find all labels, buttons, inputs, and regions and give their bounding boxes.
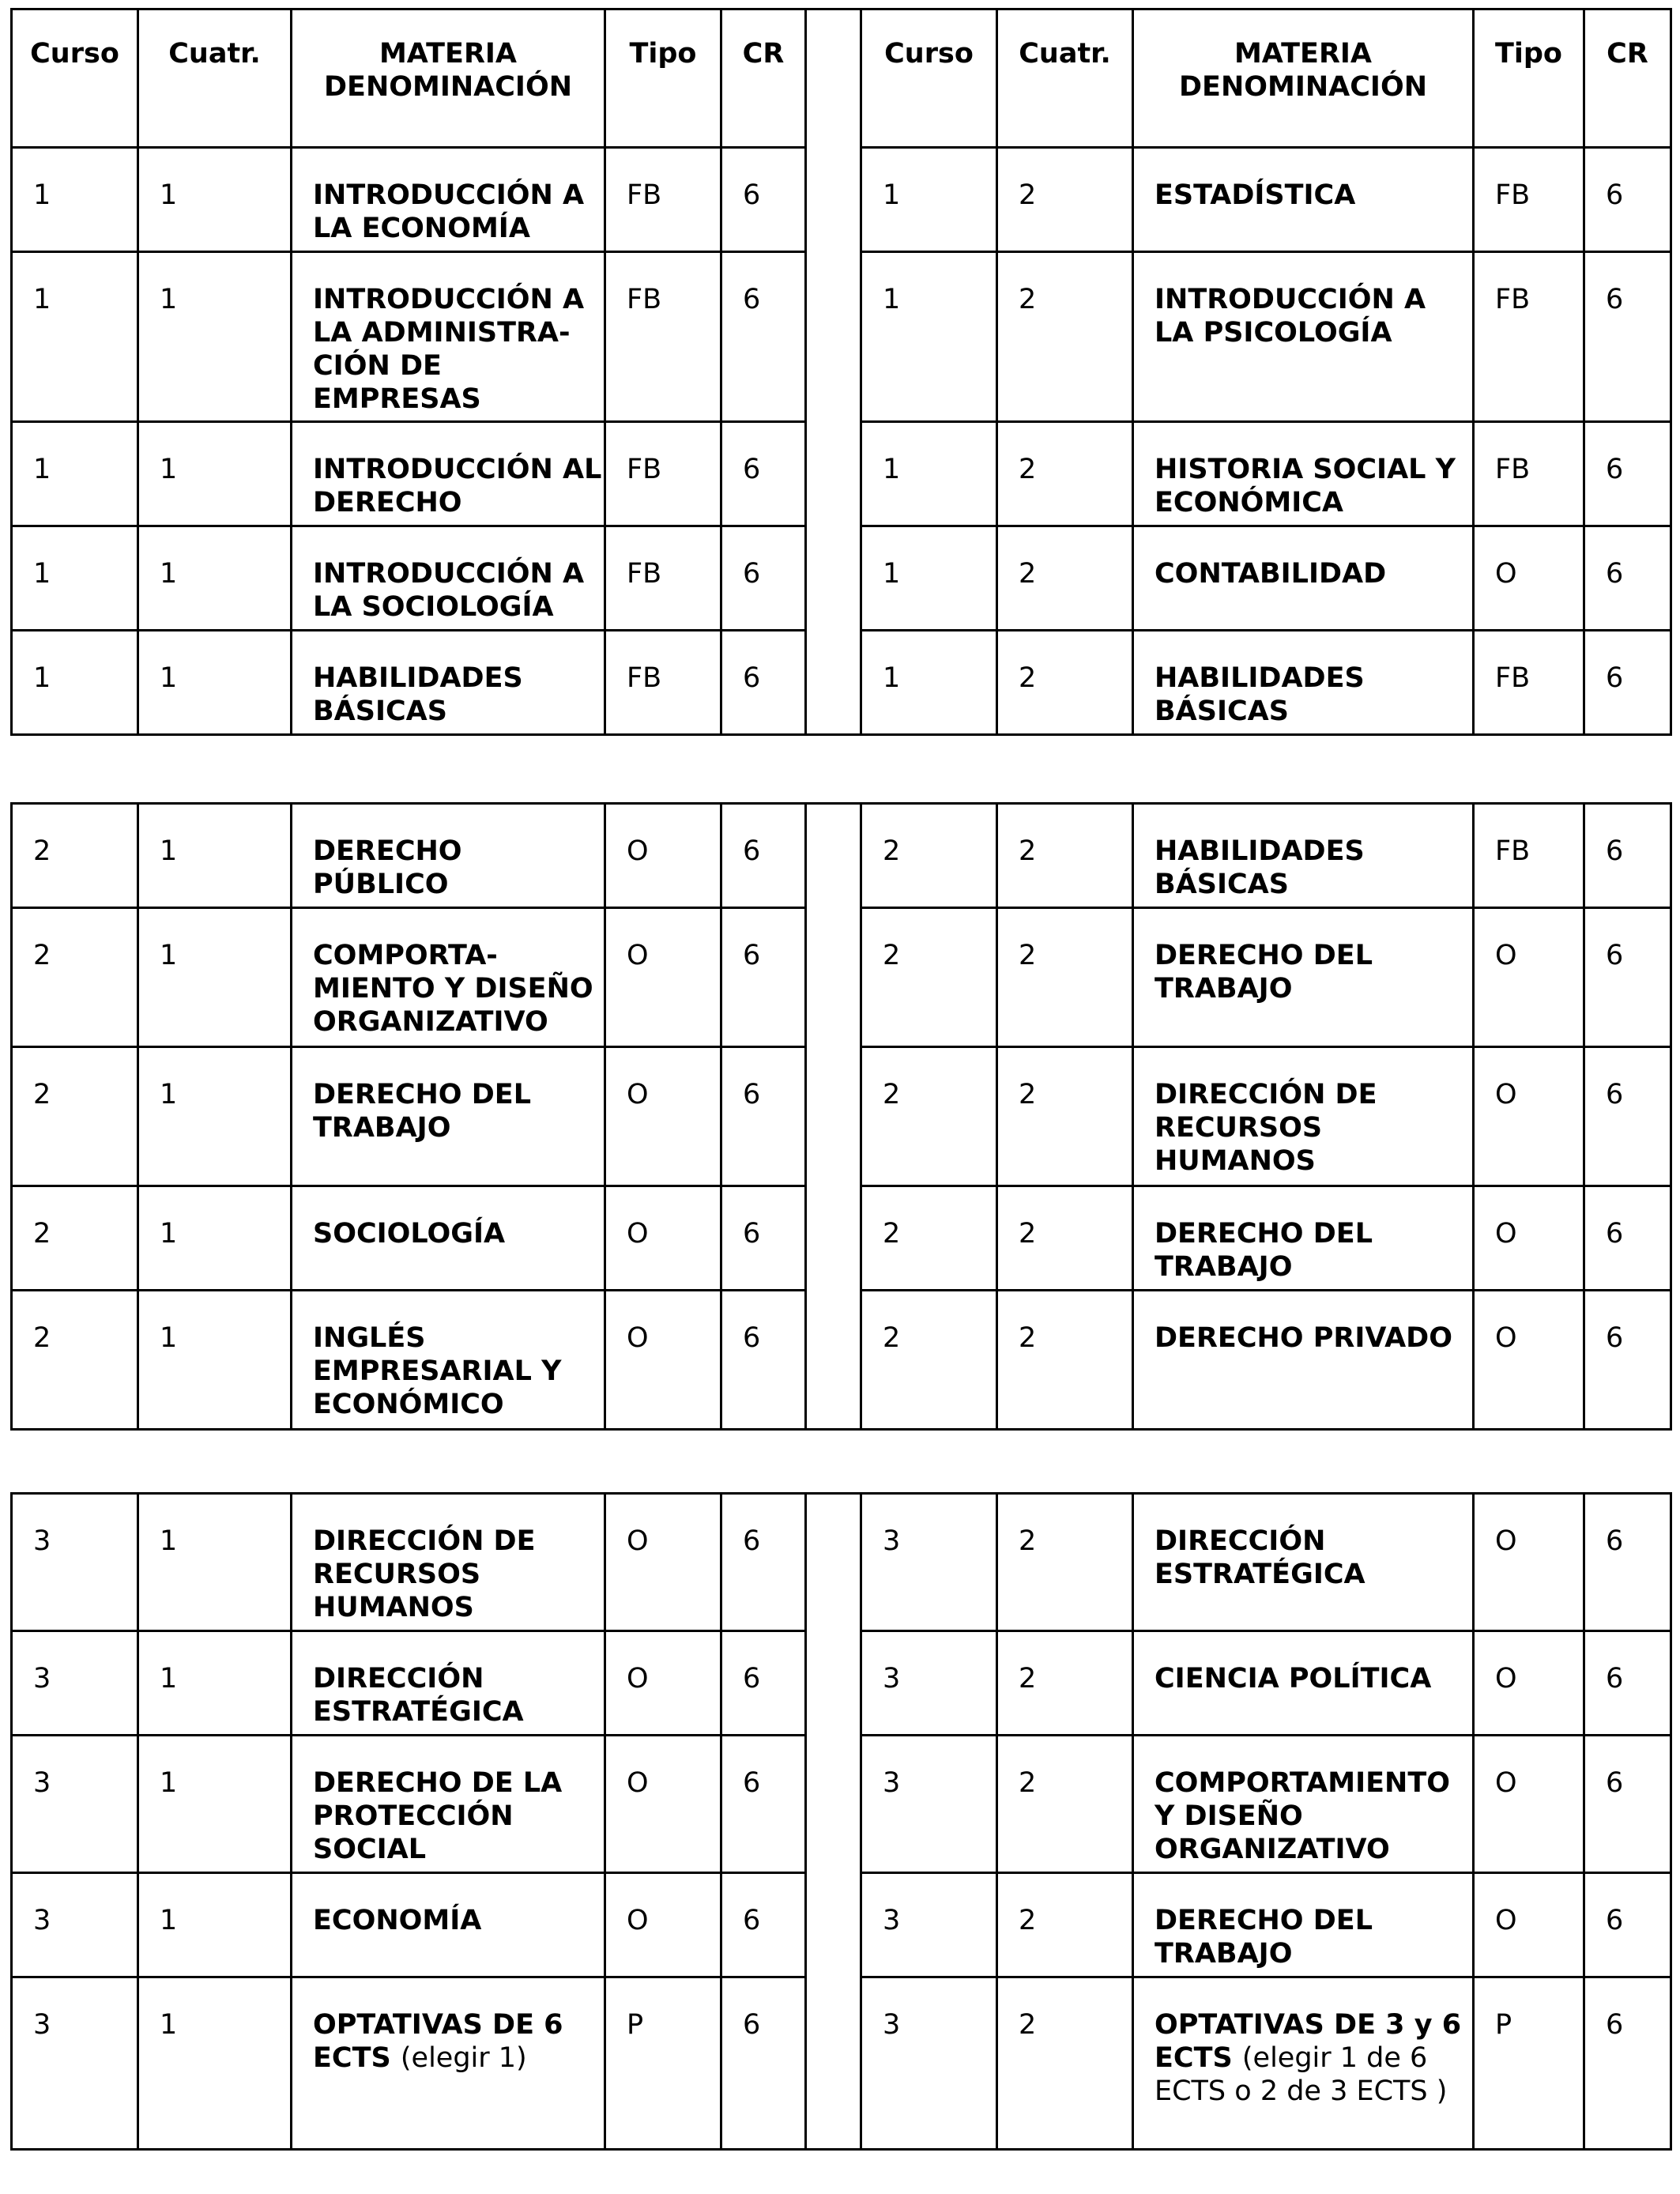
tipo-cell: O bbox=[1474, 1291, 1584, 1430]
cr-cell: 6 bbox=[1584, 908, 1671, 1047]
cr-cell: 6 bbox=[1584, 526, 1671, 631]
tipo-cell: O bbox=[605, 1291, 721, 1430]
cuatr-cell: 1 bbox=[138, 526, 292, 631]
header-tipo: Tipo bbox=[605, 9, 721, 148]
header-materia: MATERIA DENOMINACIÓN bbox=[292, 9, 605, 148]
cuatr-cell: 2 bbox=[997, 908, 1133, 1047]
cr-cell: 6 bbox=[1584, 1631, 1671, 1736]
header-materia: MATERIA DENOMINACIÓN bbox=[1133, 9, 1474, 148]
cuatr-cell: 2 bbox=[997, 1736, 1133, 1873]
cuatr-cell: 2 bbox=[997, 631, 1133, 735]
header-cr: CR bbox=[721, 9, 806, 148]
tipo-cell: O bbox=[605, 1186, 721, 1291]
curso-cell: 2 bbox=[861, 804, 997, 908]
curso-cell: 3 bbox=[12, 1736, 138, 1873]
curso-cell: 2 bbox=[861, 908, 997, 1047]
cuatr-cell: 2 bbox=[997, 804, 1133, 908]
cr-cell: 6 bbox=[721, 1977, 806, 2150]
tipo-cell: O bbox=[605, 908, 721, 1047]
cuatr-cell: 1 bbox=[138, 252, 292, 422]
materia-cell: DERECHO DEL TRABAJO bbox=[1133, 908, 1474, 1047]
materia-cell: INGLÉS EMPRESARIAL Y ECONÓMICO bbox=[292, 1291, 605, 1430]
cr-cell: 6 bbox=[721, 631, 806, 735]
curso-cell: 2 bbox=[861, 1186, 997, 1291]
tipo-cell: O bbox=[1474, 1494, 1584, 1631]
tipo-cell: P bbox=[1474, 1977, 1584, 2150]
tipo-cell: O bbox=[1474, 526, 1584, 631]
cuatr-cell: 1 bbox=[138, 908, 292, 1047]
cr-cell: 6 bbox=[1584, 1494, 1671, 1631]
materia-cell: DERECHO DEL TRABAJO bbox=[1133, 1186, 1474, 1291]
curso-cell: 1 bbox=[861, 252, 997, 422]
curriculum-table-year-3 bbox=[10, 1492, 1672, 2151]
curso-cell: 2 bbox=[12, 1186, 138, 1291]
tipo-cell: O bbox=[605, 1631, 721, 1736]
cuatr-cell: 2 bbox=[997, 1291, 1133, 1430]
header-curso: Curso bbox=[12, 9, 138, 148]
materia-cell: DIRECCIÓN DE RECURSOS HUMANOS bbox=[292, 1494, 605, 1631]
materia-cell: DERECHO PÚBLICO bbox=[292, 804, 605, 908]
tipo-cell: P bbox=[605, 1977, 721, 2150]
materia-cell: DERECHO DEL TRABAJO bbox=[292, 1047, 605, 1186]
cuatr-cell: 1 bbox=[138, 422, 292, 526]
materia-note: (elegir 1) bbox=[400, 2042, 527, 2074]
cuatr-cell: 2 bbox=[997, 252, 1133, 422]
curso-cell: 1 bbox=[861, 422, 997, 526]
cuatr-cell: 2 bbox=[997, 1873, 1133, 1977]
tipo-cell: O bbox=[1474, 1186, 1584, 1291]
tipo-cell: O bbox=[605, 1494, 721, 1631]
curso-cell: 1 bbox=[861, 148, 997, 252]
cr-cell: 6 bbox=[1584, 1186, 1671, 1291]
curso-cell: 1 bbox=[12, 148, 138, 252]
materia-cell: HISTORIA SOCIAL Y ECONÓMICA bbox=[1133, 422, 1474, 526]
cr-cell: 6 bbox=[721, 1494, 806, 1631]
cuatr-cell: 1 bbox=[138, 1873, 292, 1977]
cr-cell: 6 bbox=[721, 252, 806, 422]
tipo-cell: O bbox=[1474, 908, 1584, 1047]
column-separator bbox=[806, 804, 861, 1430]
cuatr-cell: 1 bbox=[138, 1047, 292, 1186]
curso-cell: 2 bbox=[12, 804, 138, 908]
materia-cell: DERECHO DEL TRABAJO bbox=[1133, 1873, 1474, 1977]
materia-note: (elegir 1 de 6 ECTS o 2 de 3 ECTS ) bbox=[1155, 2042, 1448, 2107]
tipo-cell: FB bbox=[1474, 252, 1584, 422]
header-cuatr: Cuatr. bbox=[997, 9, 1133, 148]
column-separator bbox=[806, 1494, 861, 2150]
tipo-cell: O bbox=[605, 804, 721, 908]
curso-cell: 3 bbox=[861, 1873, 997, 1977]
materia-cell bbox=[292, 1977, 605, 2150]
cr-cell: 6 bbox=[721, 804, 806, 908]
materia-cell: DERECHO DE LA PROTECCIÓN SOCIAL bbox=[292, 1736, 605, 1873]
curso-cell: 2 bbox=[861, 1047, 997, 1186]
cuatr-cell: 2 bbox=[997, 1631, 1133, 1736]
header-curso: Curso bbox=[861, 9, 997, 148]
cuatr-cell: 1 bbox=[138, 1736, 292, 1873]
tipo-cell: FB bbox=[605, 148, 721, 252]
materia-cell: ECONOMÍA bbox=[292, 1873, 605, 1977]
materia-cell: SOCIOLOGÍA bbox=[292, 1186, 605, 1291]
materia-cell: COMPORTA-MIENTO Y DISEÑO ORGANIZATIVO bbox=[292, 908, 605, 1047]
cr-cell: 6 bbox=[1584, 148, 1671, 252]
materia-cell: DIRECCIÓN DE RECURSOS HUMANOS bbox=[1133, 1047, 1474, 1186]
materia-cell: HABILIDADES BÁSICAS bbox=[1133, 631, 1474, 735]
tipo-cell: O bbox=[1474, 1047, 1584, 1186]
cr-cell: 6 bbox=[1584, 1291, 1671, 1430]
curso-cell: 3 bbox=[12, 1631, 138, 1736]
tipo-cell: FB bbox=[605, 422, 721, 526]
curso-cell: 3 bbox=[12, 1494, 138, 1631]
materia-cell: HABILIDADES BÁSICAS bbox=[292, 631, 605, 735]
curso-cell: 2 bbox=[12, 1291, 138, 1430]
cuatr-cell: 2 bbox=[997, 148, 1133, 252]
curso-cell: 3 bbox=[12, 1873, 138, 1977]
curso-cell: 1 bbox=[861, 631, 997, 735]
materia-cell: INTRODUCCIÓN AL DERECHO bbox=[292, 422, 605, 526]
cr-cell: 6 bbox=[1584, 1047, 1671, 1186]
cr-cell: 6 bbox=[1584, 631, 1671, 735]
cuatr-cell: 2 bbox=[997, 1494, 1133, 1631]
header-row bbox=[12, 9, 1671, 148]
curso-cell: 2 bbox=[12, 908, 138, 1047]
materia-cell: COMPORTAMIENTO Y DISEÑO ORGANIZATIVO bbox=[1133, 1736, 1474, 1873]
tipo-cell: O bbox=[605, 1047, 721, 1186]
cr-cell: 6 bbox=[721, 1631, 806, 1736]
cr-cell: 6 bbox=[721, 1291, 806, 1430]
cuatr-cell: 1 bbox=[138, 1631, 292, 1736]
tipo-cell: FB bbox=[1474, 148, 1584, 252]
cr-cell: 6 bbox=[721, 148, 806, 252]
materia-cell: DIRECCIÓN ESTRATÉGICA bbox=[292, 1631, 605, 1736]
materia-cell: CIENCIA POLÍTICA bbox=[1133, 1631, 1474, 1736]
materia-cell: DIRECCIÓN ESTRATÉGICA bbox=[1133, 1494, 1474, 1631]
cr-cell: 6 bbox=[1584, 252, 1671, 422]
cuatr-cell: 1 bbox=[138, 1291, 292, 1430]
curso-cell: 1 bbox=[861, 526, 997, 631]
materia-cell: CONTABILIDAD bbox=[1133, 526, 1474, 631]
tipo-cell: O bbox=[605, 1736, 721, 1873]
materia-cell: INTRODUCCIÓN A LA ADMINISTRA-CIÓN DE EMPRESAS bbox=[292, 252, 605, 422]
tipo-cell: FB bbox=[605, 252, 721, 422]
header-cuatr: Cuatr. bbox=[138, 9, 292, 148]
cuatr-cell: 2 bbox=[997, 526, 1133, 631]
cuatr-cell: 2 bbox=[997, 1186, 1133, 1291]
curso-cell: 1 bbox=[12, 252, 138, 422]
header-tipo: Tipo bbox=[1474, 9, 1584, 148]
curso-cell: 3 bbox=[861, 1494, 997, 1631]
curso-cell: 2 bbox=[12, 1047, 138, 1186]
curso-cell: 3 bbox=[12, 1977, 138, 2150]
cr-cell: 6 bbox=[721, 1186, 806, 1291]
cr-cell: 6 bbox=[1584, 1977, 1671, 2150]
cuatr-cell: 2 bbox=[997, 1047, 1133, 1186]
cr-cell: 6 bbox=[1584, 1873, 1671, 1977]
materia-cell: INTRODUCCIÓN A LA SOCIOLOGÍA bbox=[292, 526, 605, 631]
cr-cell: 6 bbox=[721, 422, 806, 526]
cr-cell: 6 bbox=[721, 1047, 806, 1186]
curriculum-table-year-1 bbox=[10, 8, 1672, 736]
curso-cell: 1 bbox=[12, 422, 138, 526]
curso-cell: 3 bbox=[861, 1631, 997, 1736]
tipo-cell: FB bbox=[605, 526, 721, 631]
materia-cell: ESTADÍSTICA bbox=[1133, 148, 1474, 252]
cr-cell: 6 bbox=[721, 526, 806, 631]
cr-cell: 6 bbox=[1584, 1736, 1671, 1873]
cuatr-cell: 2 bbox=[997, 422, 1133, 526]
header-cr: CR bbox=[1584, 9, 1671, 148]
cr-cell: 6 bbox=[1584, 804, 1671, 908]
cuatr-cell: 1 bbox=[138, 1186, 292, 1291]
tipo-cell: O bbox=[1474, 1736, 1584, 1873]
cuatr-cell: 2 bbox=[997, 1977, 1133, 2150]
curso-cell: 3 bbox=[861, 1977, 997, 2150]
tipo-cell: FB bbox=[605, 631, 721, 735]
curso-cell: 1 bbox=[12, 526, 138, 631]
table-row bbox=[12, 804, 1671, 908]
tipo-cell: FB bbox=[1474, 422, 1584, 526]
cr-cell: 6 bbox=[721, 1736, 806, 1873]
materia-cell: DERECHO PRIVADO bbox=[1133, 1291, 1474, 1430]
cuatr-cell: 1 bbox=[138, 1977, 292, 2150]
materia-cell: INTRODUCCIÓN A LA ECONOMÍA bbox=[292, 148, 605, 252]
tipo-cell: O bbox=[1474, 1873, 1584, 1977]
materia-text: OPTATIVAS DE 6 ECTS bbox=[313, 2009, 563, 2074]
tipo-cell: O bbox=[605, 1873, 721, 1977]
tipo-cell: FB bbox=[1474, 804, 1584, 908]
cuatr-cell: 1 bbox=[138, 804, 292, 908]
materia-cell bbox=[1133, 1977, 1474, 2150]
cuatr-cell: 1 bbox=[138, 631, 292, 735]
column-separator bbox=[806, 9, 861, 735]
curso-cell: 2 bbox=[861, 1291, 997, 1430]
curriculum-table-year-2 bbox=[10, 802, 1672, 1431]
curso-cell: 3 bbox=[861, 1736, 997, 1873]
tipo-cell: O bbox=[1474, 1631, 1584, 1736]
cuatr-cell: 1 bbox=[138, 1494, 292, 1631]
materia-cell: HABILIDADES BÁSICAS bbox=[1133, 804, 1474, 908]
tipo-cell: FB bbox=[1474, 631, 1584, 735]
cr-cell: 6 bbox=[1584, 422, 1671, 526]
cr-cell: 6 bbox=[721, 908, 806, 1047]
curso-cell: 1 bbox=[12, 631, 138, 735]
materia-text: OPTATIVAS DE 3 y 6 ECTS bbox=[1155, 2009, 1462, 2074]
table-row bbox=[12, 1494, 1671, 1631]
materia-cell: INTRODUCCIÓN A LA PSICOLOGÍA bbox=[1133, 252, 1474, 422]
cuatr-cell: 1 bbox=[138, 148, 292, 252]
cr-cell: 6 bbox=[721, 1873, 806, 1977]
